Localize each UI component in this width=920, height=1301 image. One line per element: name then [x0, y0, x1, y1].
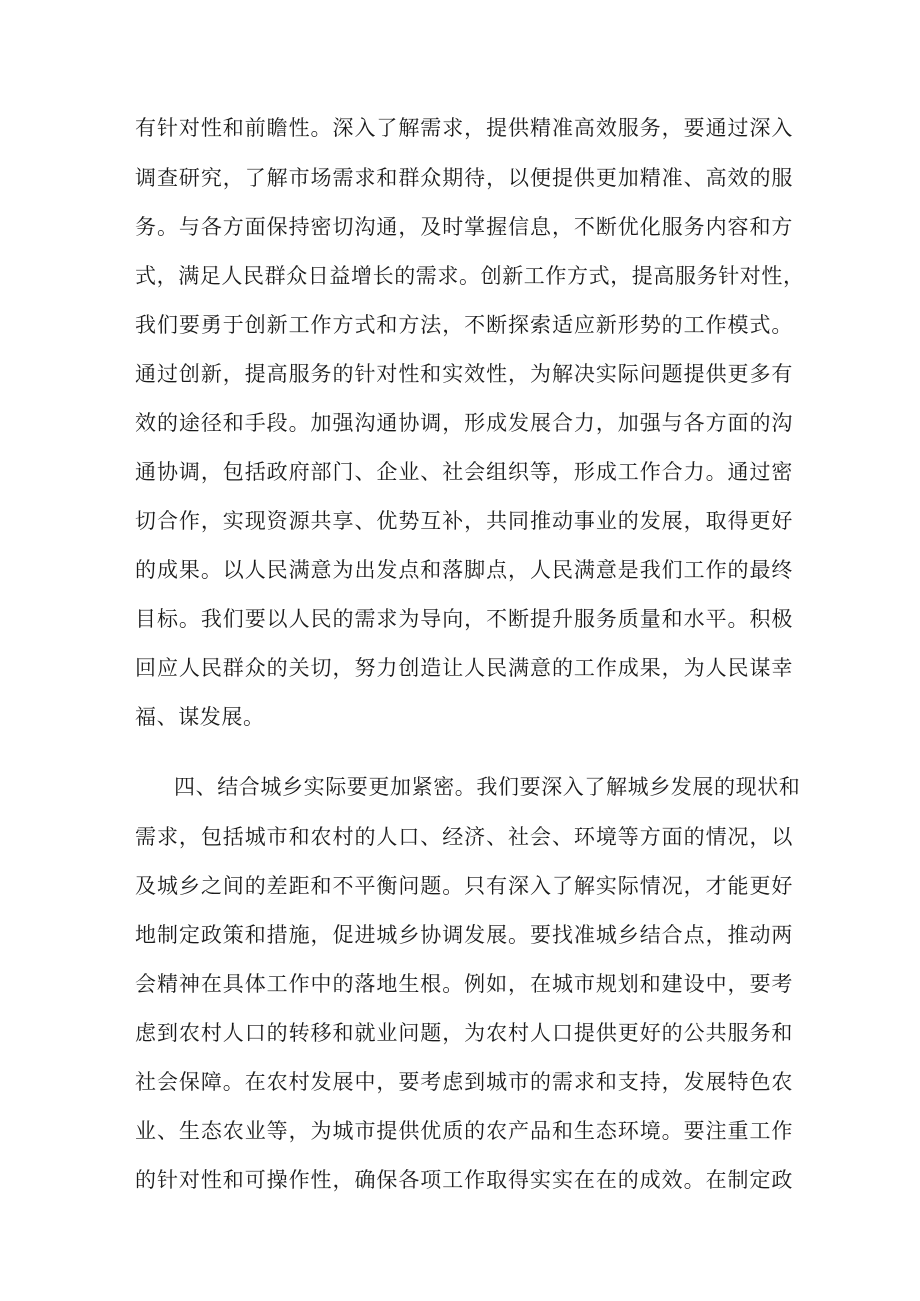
text-line: 的成果。以人民满意为出发点和落脚点，人民满意是我们工作的最终 — [135, 558, 793, 582]
text-line: 需求，包括城市和农村的人口、经济、社会、环境等方面的情况，以 — [135, 825, 793, 849]
text-line: 调查研究，了解市场需求和群众期待，以便提供更加精准、高效的服 — [135, 166, 793, 190]
text-line: 及城乡之间的差距和不平衡问题。只有深入了解实际情况，才能更好 — [135, 874, 793, 898]
text-line: 四、结合城乡实际要更加紧密。我们要深入了解城乡发展的现状和 — [174, 775, 801, 799]
text-line: 回应人民群众的关切，努力创造让人民满意的工作成果，为人民谋幸 — [135, 656, 793, 680]
text-line: 效的途径和手段。加强沟通协调，形成发展合力，加强与各方面的沟 — [135, 411, 793, 435]
text-line: 通过创新，提高服务的针对性和实效性，为解决实际问题提供更多有 — [135, 362, 793, 386]
text-line: 虑到农村人口的转移和就业问题，为农村人口提供更好的公共服务和 — [135, 1021, 793, 1045]
text-line: 福、谋发展。 — [135, 705, 265, 729]
text-line: 业、生态农业等，为城市提供优质的农产品和生态环境。要注重工作 — [135, 1119, 793, 1143]
text-line: 切合作，实现资源共享、优势互补，共同推动事业的发展，取得更好 — [135, 509, 793, 533]
text-line: 式，满足人民群众日益增长的需求。创新工作方式，提高服务针对性， — [135, 264, 805, 288]
text-line: 地制定政策和措施，促进城乡协调发展。要找准城乡结合点，推动两 — [135, 923, 793, 947]
text-line: 会精神在具体工作中的落地生根。例如，在城市规划和建设中，要考 — [135, 972, 793, 996]
text-line: 我们要勇于创新工作方式和方法，不断探索适应新形势的工作模式。 — [135, 313, 793, 337]
text-line: 通协调，包括政府部门、企业、社会组织等，形成工作合力。通过密 — [135, 460, 793, 484]
text-line: 有针对性和前瞻性。深入了解需求，提供精准高效服务，要通过深入 — [135, 116, 793, 140]
text-line: 社会保障。在农村发展中，要考虑到城市的需求和支持，发展特色农 — [135, 1070, 793, 1094]
text-line: 务。与各方面保持密切沟通，及时掌握信息，不断优化服务内容和方 — [135, 215, 793, 239]
text-line: 的针对性和可操作性，确保各项工作取得实实在在的成效。在制定政 — [135, 1168, 793, 1192]
text-line: 目标。我们要以人民的需求为导向，不断提升服务质量和水平。积极 — [135, 607, 793, 631]
